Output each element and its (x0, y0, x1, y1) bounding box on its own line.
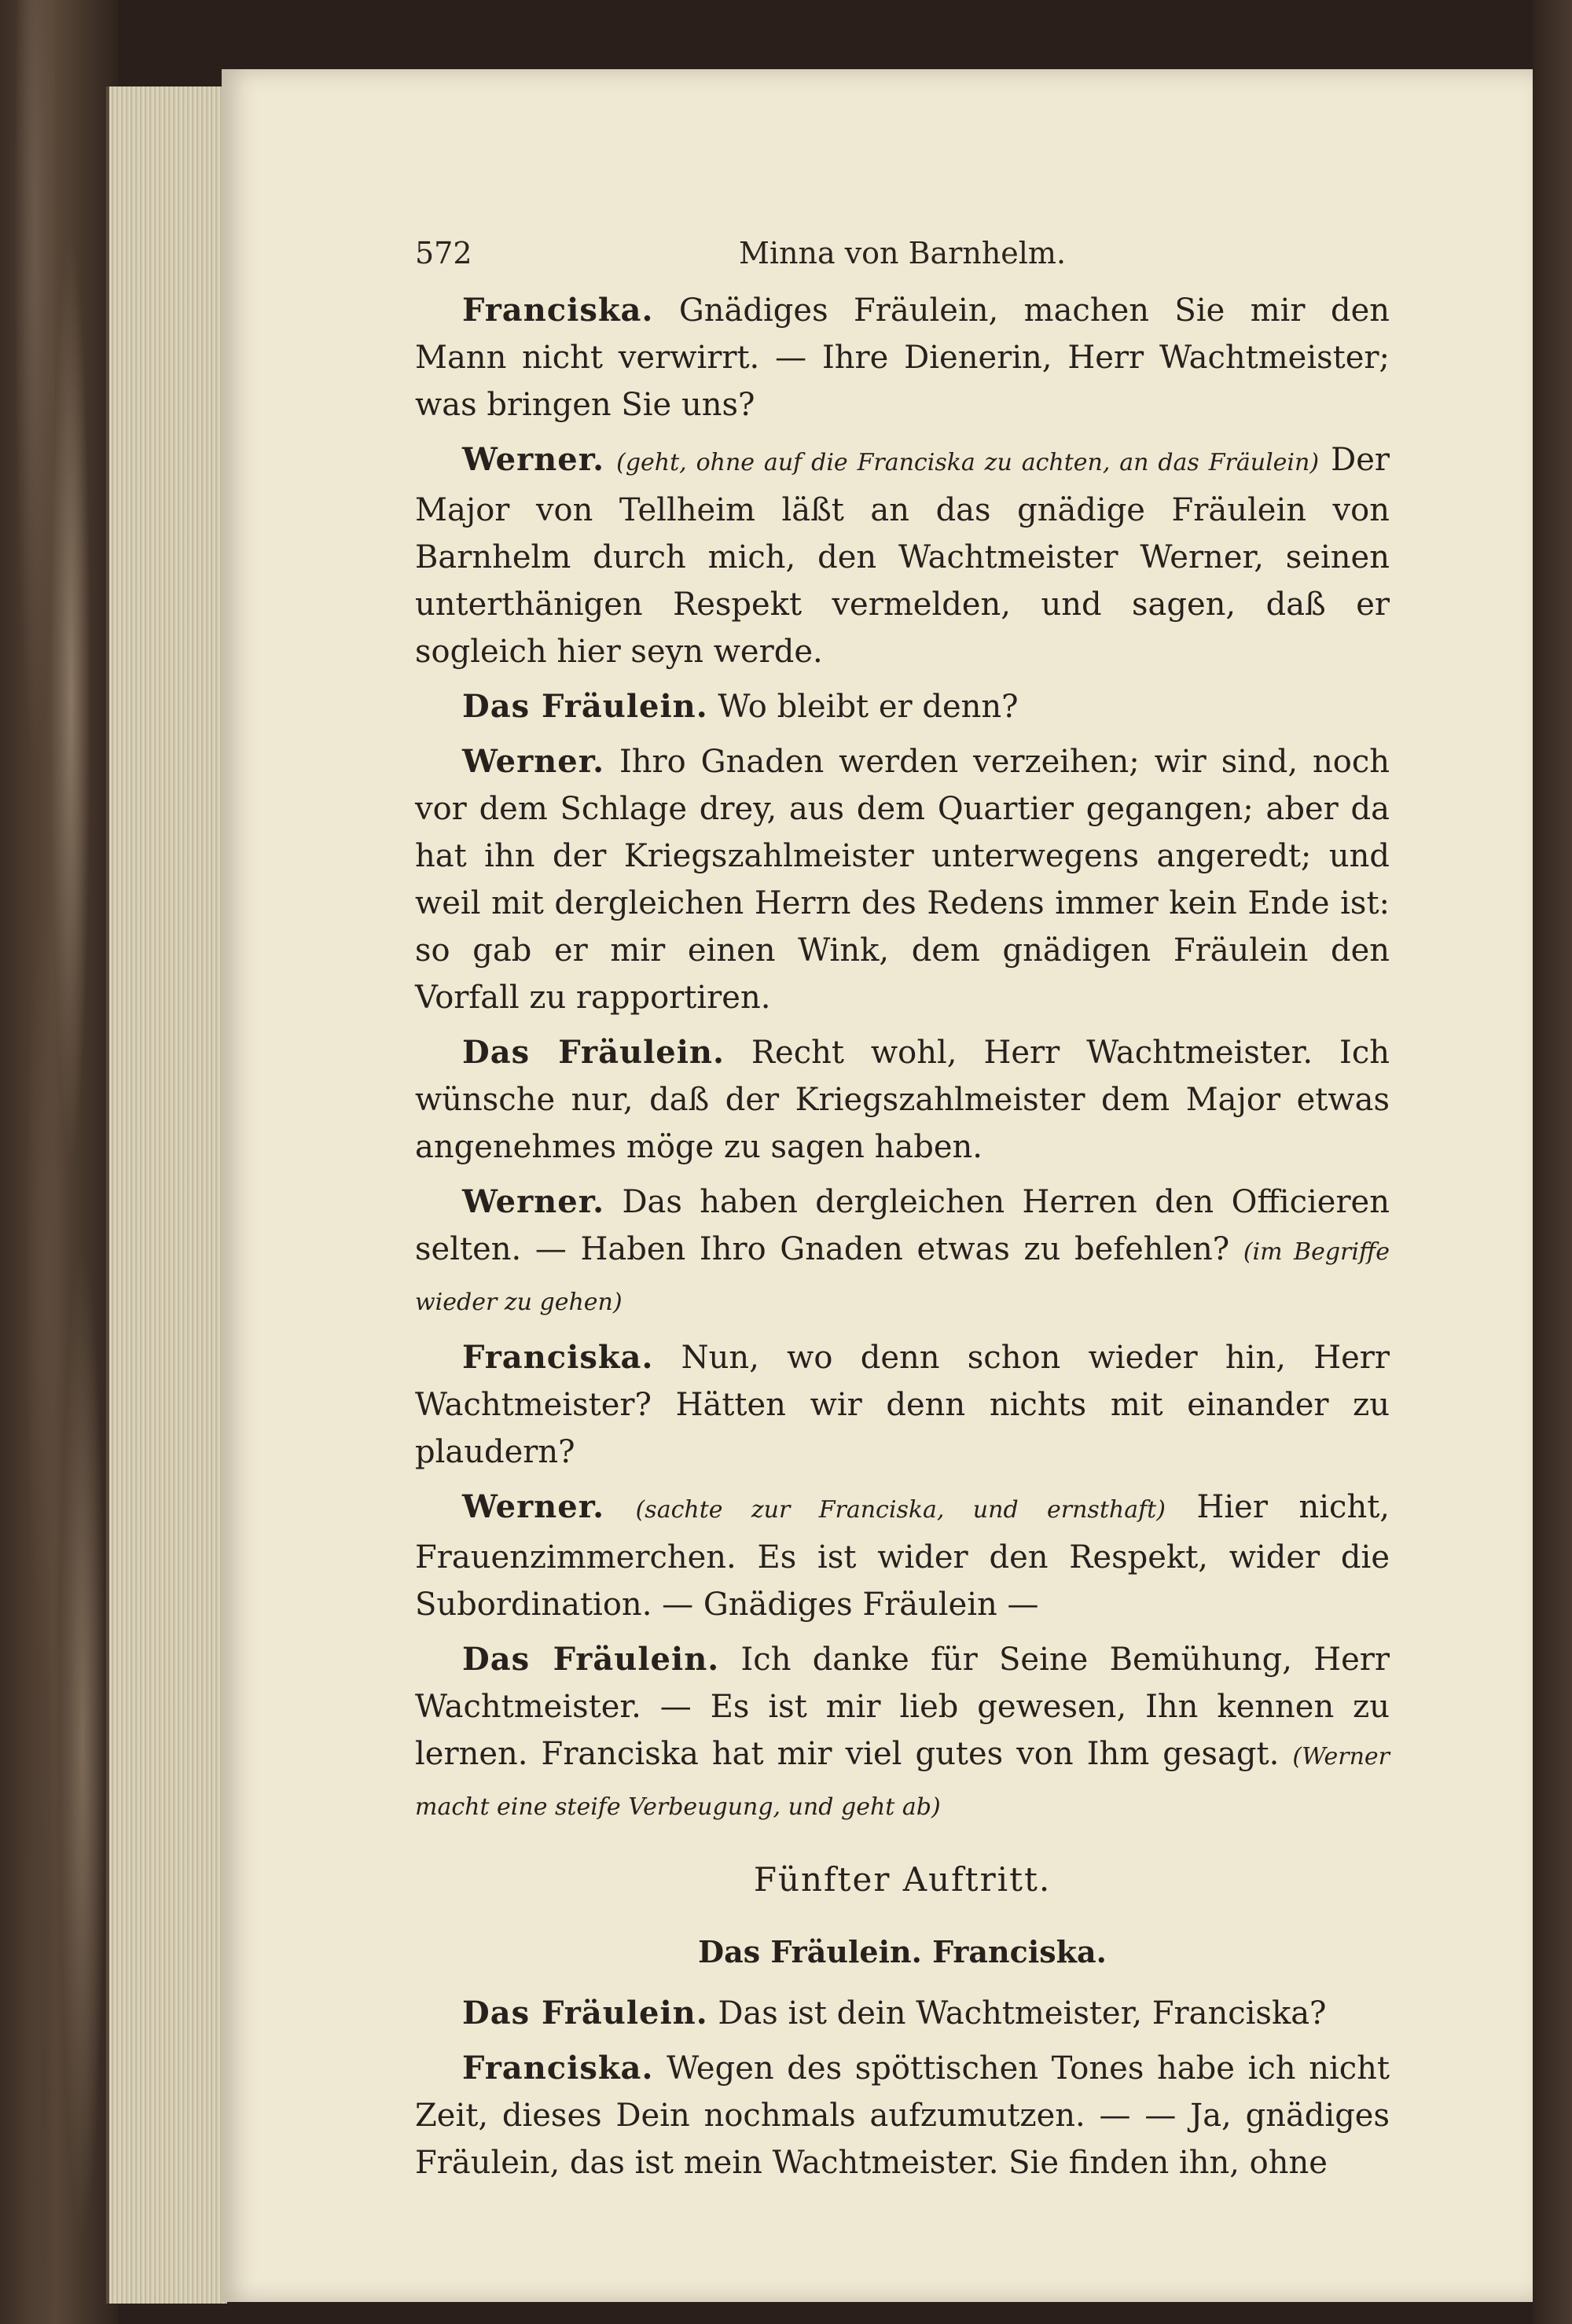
speech-text: Recht wohl, Herr Wachtmeister. Ich wünsche nur, daß der Kriegszahlmeister dem Major etwas angenehmes möge zu sagen haben. (415, 1035, 1390, 1165)
speech-10 (415, 1990, 1390, 2037)
speech-7 (415, 1334, 1390, 1476)
speech-8 (415, 1484, 1390, 1628)
speaker: Franciska. (462, 1339, 654, 1376)
page-header (415, 236, 1390, 283)
speech-text: Ihro Gnaden werden verzeihen; wir sind, noch vor dem Schlage drey, aus dem Quartier gegangen; aber da hat ihn der Kriegszahlmeister unterwegens angeredt; und weil mit dergleichen Herrn des Redens immer kein Ende ist: so gab er mir einen Wink, dem gnädigen Fräulein den Vorfall zu rapportiren. (415, 744, 1390, 1016)
page-edges (106, 86, 227, 2304)
speech-text: Das haben dergleichen Herren den Officieren selten. — Haben Ihro Gnaden etwas zu befehlen? (415, 1184, 1390, 1267)
stage-direction: (sachte zur Franciska, und ernsthaft) (635, 1496, 1166, 1524)
facing-page-shadow (1533, 0, 1572, 2324)
speech-4 (415, 738, 1390, 1021)
stage-direction: (geht, ohne auf die Franciska zu achten, an das Fräulein) (616, 449, 1320, 476)
speech-9 (415, 1636, 1390, 1831)
speech-text: Wegen des spöttischen Tones habe ich nicht Zeit, dieses Dein nochmals aufzumutzen. — — Ja, gnädiges Fräulein, das ist mein Wachtmeister. Sie finden ihn, ohne (415, 2050, 1390, 2181)
speech-text: Wo bleibt er denn? (718, 689, 1019, 725)
stage-direction: (im Begriffe wieder zu gehen) (415, 1238, 1390, 1316)
speaker: Das Fräulein. (462, 1641, 720, 1678)
speaker: Franciska. (462, 2050, 654, 2087)
speech-11 (415, 2045, 1390, 2186)
speaker: Das Fräulein. (462, 688, 708, 725)
speaker: Werner. (462, 441, 605, 478)
page-number: 572 (415, 236, 472, 270)
page-body (415, 287, 1390, 2194)
marbled-cover (0, 0, 118, 2324)
scene-heading: Fünfter Auftritt. (753, 1860, 1052, 1899)
speaker: Werner. (462, 743, 605, 780)
speech-text: Hier nicht, Frauenzimmerchen. Es ist wider den Respekt, wider die Subordination. — Gnädiges Fräulein — (415, 1489, 1390, 1623)
speaker: Werner. (462, 1183, 605, 1220)
speech-1 (415, 287, 1390, 428)
speech-text: Der Major von Tellheim läßt an das gnädige Fräulein von Barnhelm durch mich, den Wachtmeister Werner, seinen unterthänigen Respekt vermelden, und sagen, daß er sogleich hier seyn werde. (415, 442, 1390, 670)
speaker: Franciska. (462, 292, 654, 329)
speaker: Das Fräulein. (462, 1034, 725, 1071)
speech-text: Das ist dein Wachtmeister, Franciska? (718, 1995, 1327, 2032)
scene-cast: Das Fräulein. Franciska. (698, 1934, 1107, 1969)
speech-6 (415, 1179, 1390, 1326)
stage-direction: (Werner macht eine steife Verbeugung, und geht ab) (415, 1743, 1390, 1821)
speech-2 (415, 436, 1390, 675)
speech-text: Nun, wo denn schon wieder hin, Herr Wachtmeister? Hätten wir denn nichts mit einander zu plaudern? (415, 1340, 1390, 1470)
speaker: Werner. (462, 1488, 605, 1525)
speech-text: Gnädiges Fräulein, machen Sie mir den Mann nicht verwirrt. — Ihre Dienerin, Herr Wachtmeister; was bringen Sie uns? (415, 292, 1390, 423)
speaker: Das Fräulein. (462, 1995, 708, 2032)
speech-text: Ich danke für Seine Bemühung, Herr Wachtmeister. — Es ist mir lieb gewesen, Ihn kennen zu lernen. Franciska hat mir viel gutes von Ihm gesagt. (415, 1642, 1390, 1772)
speech-5 (415, 1029, 1390, 1171)
running-title: Minna von Barnhelm. (738, 236, 1067, 270)
speech-3 (415, 683, 1390, 730)
